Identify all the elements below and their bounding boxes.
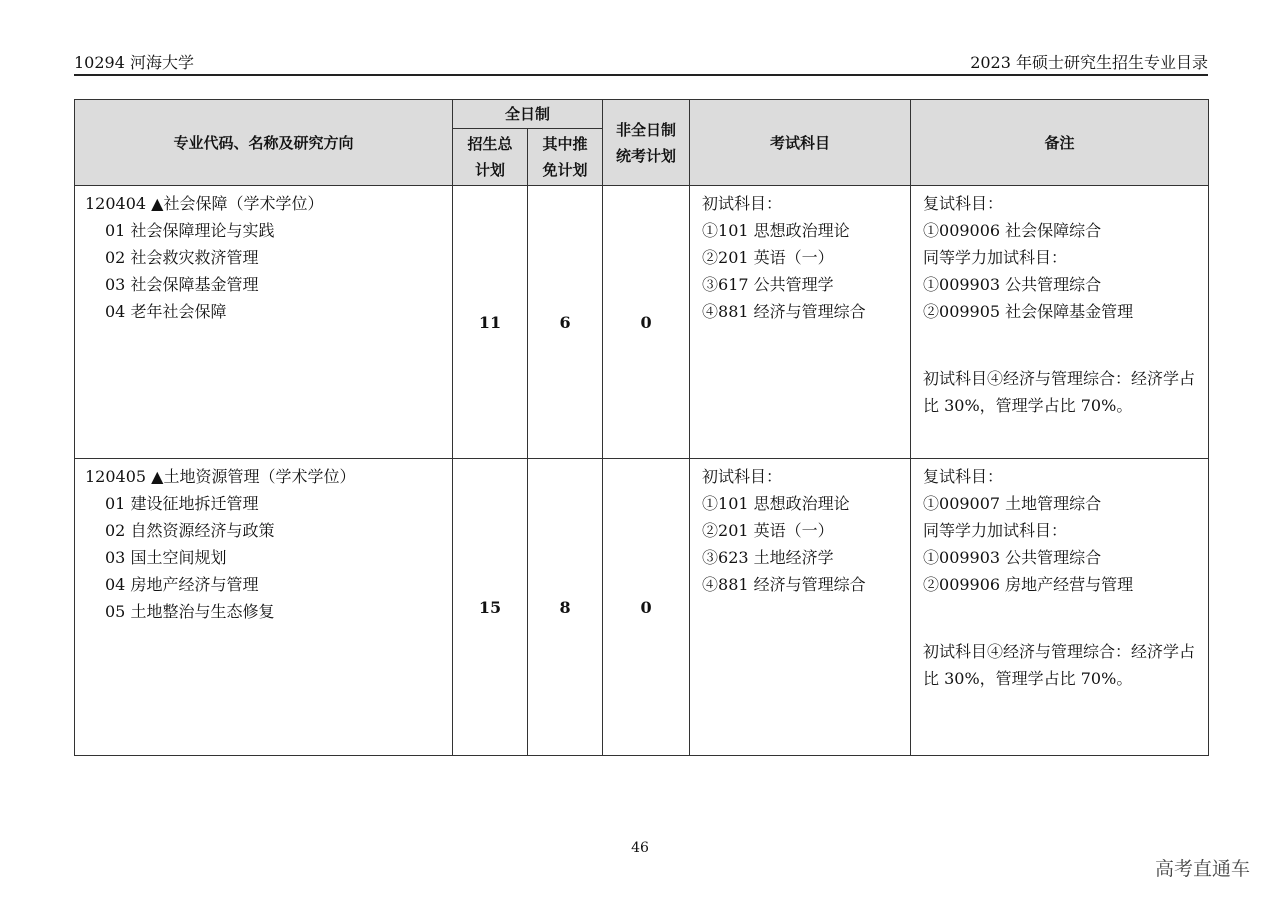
exam-subject: ②201 英语（一） (702, 521, 834, 540)
catalog-title: 2023 年硕士研究生招生专业目录 (970, 53, 1208, 72)
research-direction: 02 自然资源经济与政策 (105, 521, 275, 540)
note-line: ①009007 土地管理综合 (923, 494, 1102, 513)
exam-cell (690, 459, 911, 756)
note-extra: 初试科目④经济与管理综合：经济学占比 30%，管理学占比 70%。 (923, 642, 1196, 688)
header-rule (74, 74, 1208, 76)
note-spacer (923, 325, 1204, 365)
parttime-count: 0 (603, 459, 690, 756)
research-direction: 02 社会救灾救济管理 (105, 248, 259, 267)
university-label: 10294 河海大学 (74, 53, 194, 72)
major-cell (75, 459, 453, 756)
header-parttime (603, 100, 690, 186)
header-exempt-line1: 其中推 (542, 135, 588, 153)
exam-subject: ③623 土地经济学 (702, 548, 834, 567)
note-line: ①009903 公共管理综合 (923, 275, 1102, 294)
header-major: 专业代码、名称及研究方向 (75, 100, 453, 186)
research-direction: 03 国土空间规划 (105, 548, 227, 567)
research-direction: 03 社会保障基金管理 (105, 275, 259, 294)
note-line: ①009903 公共管理综合 (923, 548, 1102, 567)
enroll-count: 11 (453, 186, 528, 459)
header-enroll (453, 129, 528, 186)
major-title: 120404 ▲社会保障（学术学位） (85, 194, 324, 213)
note-line: ②009905 社会保障基金管理 (923, 302, 1134, 321)
header-parttime-line1: 非全日制 (616, 120, 677, 139)
research-direction: 04 房地产经济与管理 (105, 575, 259, 594)
header-enroll-line1: 招生总 (467, 135, 513, 153)
enroll-count: 15 (453, 459, 528, 756)
exam-subject: ①101 思想政治理论 (702, 221, 850, 240)
catalog-table (74, 99, 1209, 756)
exempt-count: 6 (528, 186, 603, 459)
exempt-count: 8 (528, 459, 603, 756)
major-title: 120405 ▲土地资源管理（学术学位） (85, 467, 356, 486)
major-cell (75, 186, 453, 459)
header-exempt (528, 129, 603, 186)
exam-cell (690, 186, 911, 459)
note-line: 同等学力加试科目： (923, 521, 1068, 540)
exam-subject: ④881 经济与管理综合 (702, 575, 866, 594)
exam-subject: ②201 英语（一） (702, 248, 834, 267)
header-exam: 考试科目 (690, 100, 911, 186)
research-direction: 01 建设征地拆迁管理 (105, 494, 259, 513)
note-line: ②009906 房地产经营与管理 (923, 575, 1134, 594)
table-row (75, 186, 1209, 459)
header-notes: 备注 (911, 100, 1209, 186)
table-row (75, 459, 1209, 756)
watermark-text: 高考直通车 (1154, 858, 1250, 880)
research-direction: 01 社会保障理论与实践 (105, 221, 275, 240)
note-line: 复试科目： (923, 194, 1004, 213)
exam-subject: 初试科目： (702, 467, 783, 486)
parttime-count: 0 (603, 186, 690, 459)
note-extra: 初试科目④经济与管理综合：经济学占比 30%，管理学占比 70%。 (923, 369, 1196, 415)
note-line: 同等学力加试科目： (923, 248, 1068, 267)
research-direction: 04 老年社会保障 (105, 302, 227, 321)
notes-cell (911, 186, 1209, 459)
note-spacer (923, 598, 1204, 638)
page-number: 46 (631, 840, 649, 856)
header-fulltime: 全日制 (453, 100, 603, 129)
header-enroll-line2: 计划 (474, 161, 505, 179)
note-line: 复试科目： (923, 467, 1004, 486)
exam-subject: ③617 公共管理学 (702, 275, 834, 294)
note-line: ①009006 社会保障综合 (923, 221, 1102, 240)
research-direction: 05 土地整治与生态修复 (105, 602, 275, 621)
header-parttime-line2: 统考计划 (616, 146, 677, 165)
exam-subject: ④881 经济与管理综合 (702, 302, 866, 321)
exam-subject: 初试科目： (702, 194, 783, 213)
header-exempt-line2: 免计划 (542, 161, 588, 179)
page-header (74, 50, 1208, 76)
notes-cell (911, 459, 1209, 756)
exam-subject: ①101 思想政治理论 (702, 494, 850, 513)
